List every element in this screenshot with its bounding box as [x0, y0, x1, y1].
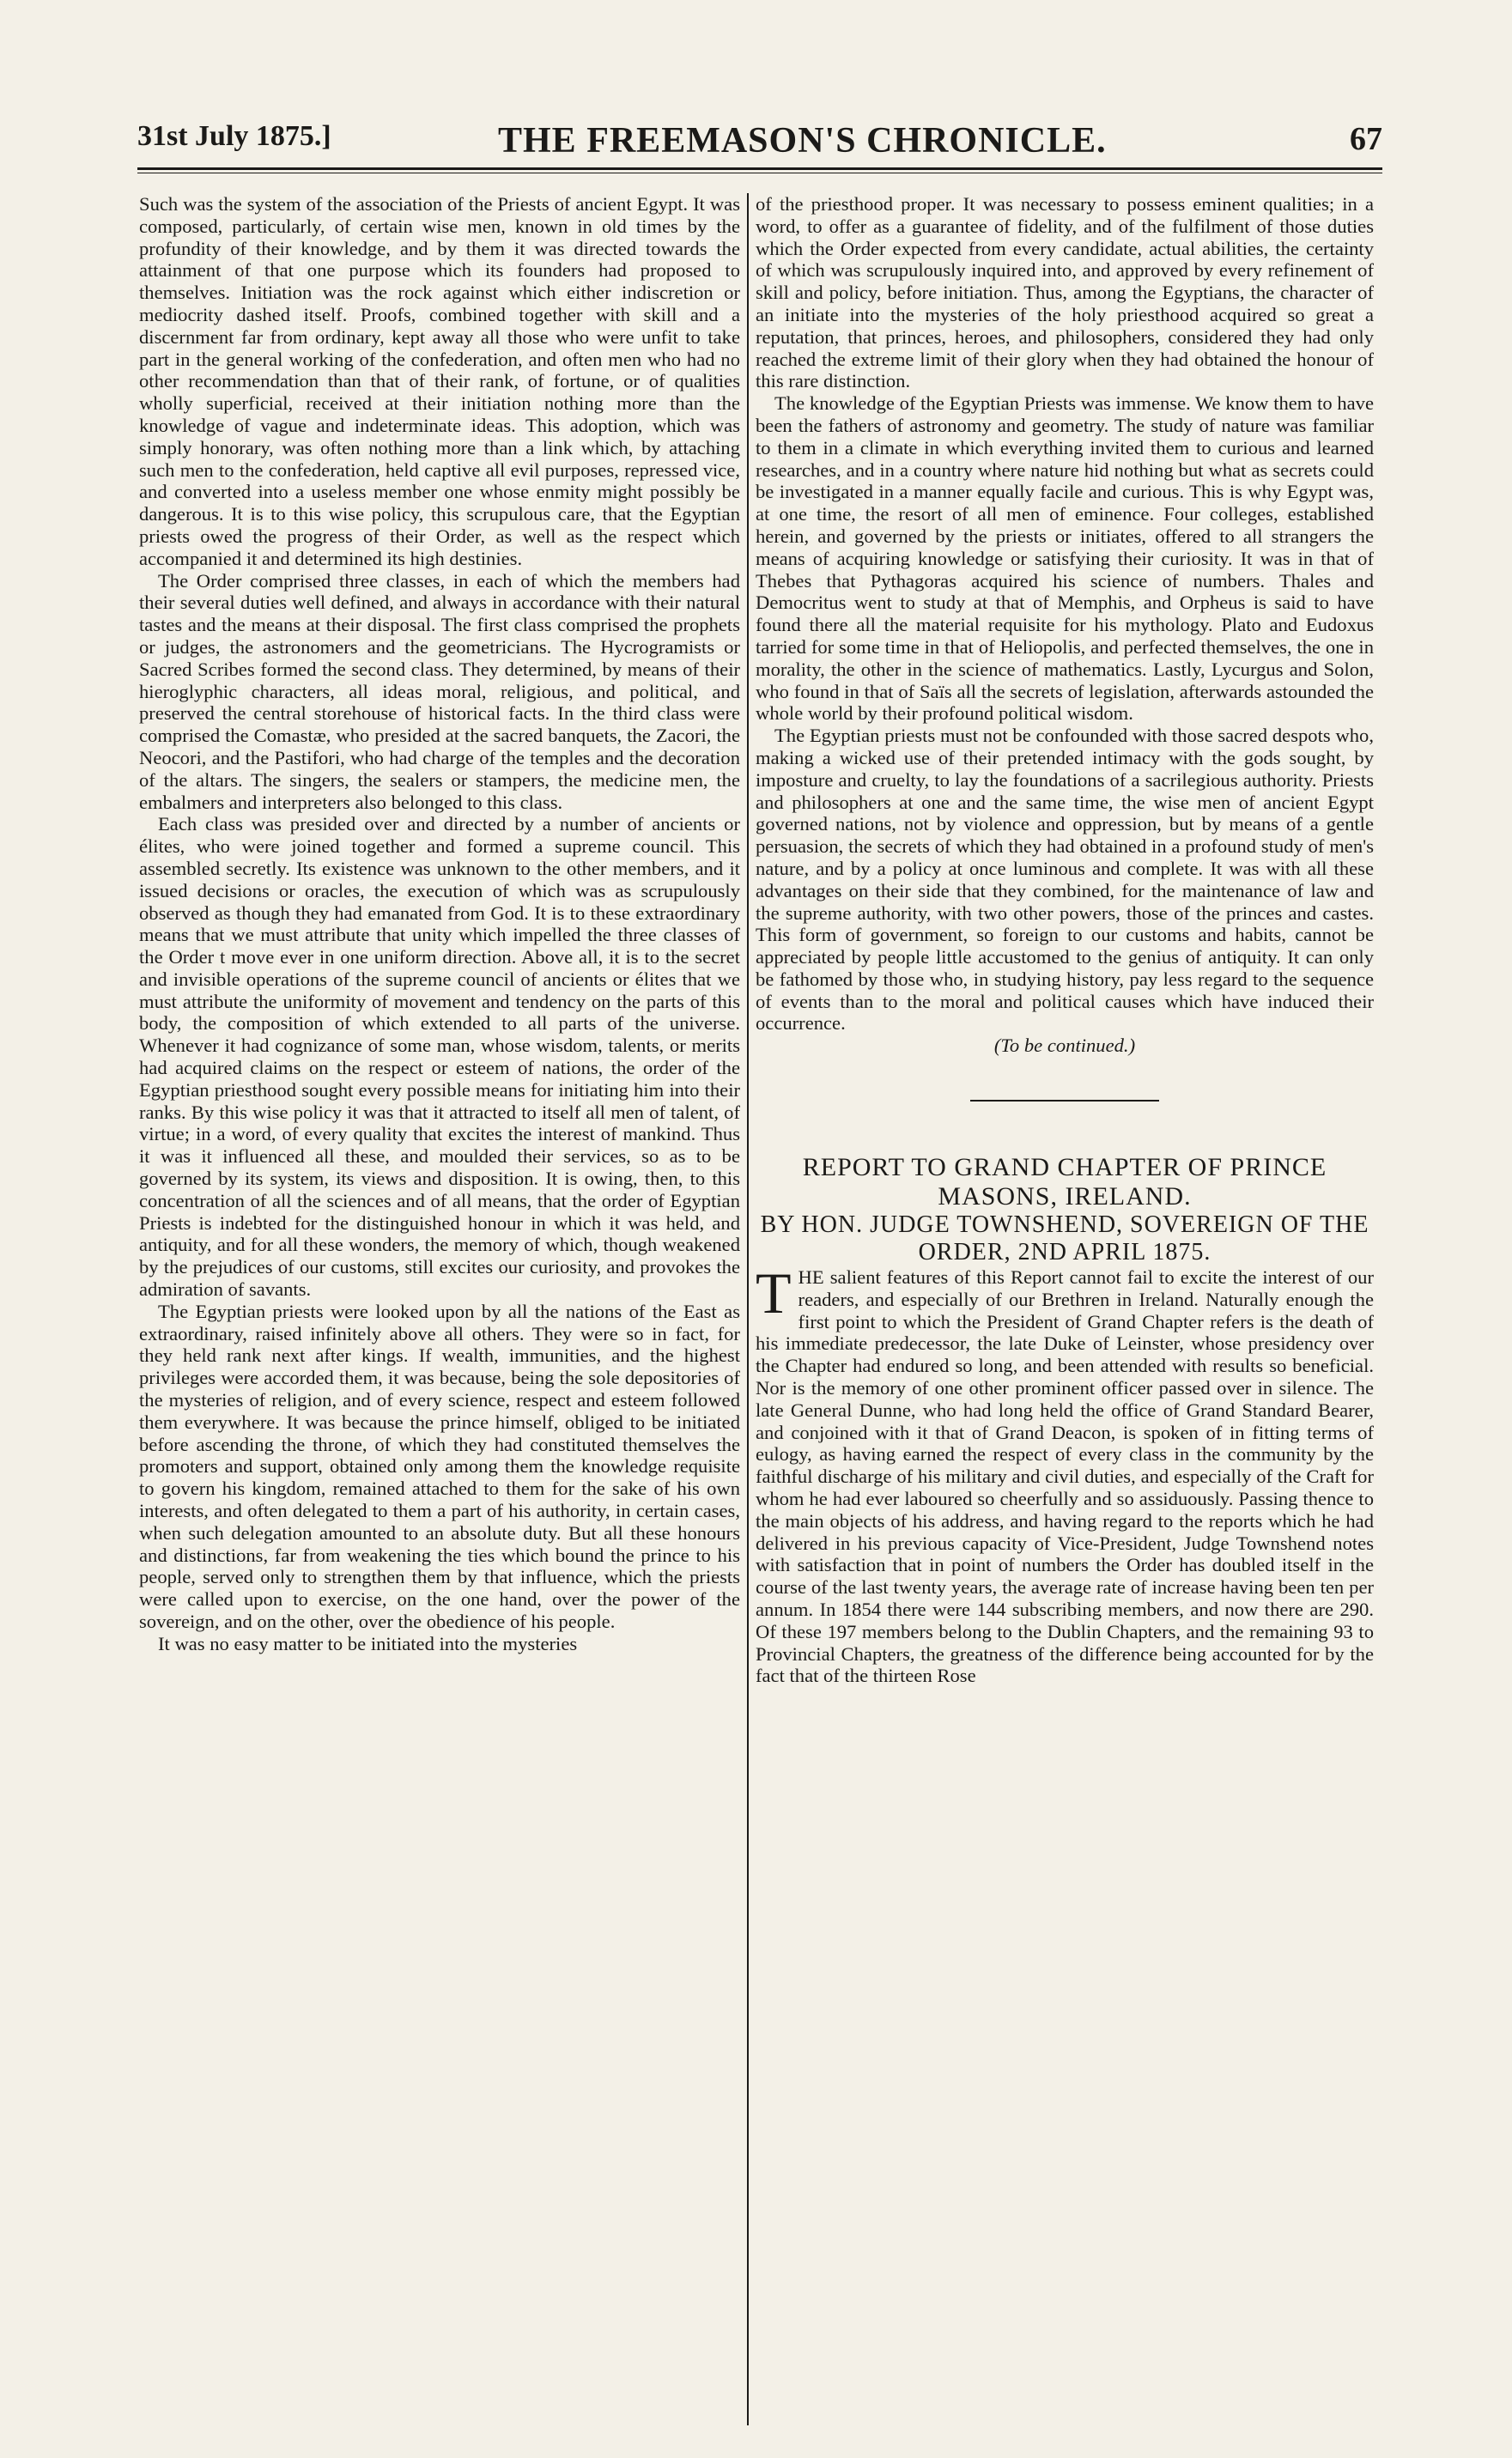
paragraph: Each class was presided over and directed by a number of ancients or élites, who were joined together and formed a supreme council. This assembled secretly. Its existence was unknown to the other members, and it issued decisions or oracles, the execution of which was as scrupulously observed as though they had emanated from God. It is to these extraordinary means that we must attribute that unity which impelled the three classes of the Order t move ever in one uniform direction. Above all, it is to the secret and invisible operations of the supreme council of ancients or élites that we must attribute the uniformity of movement and tendency on the parts of this body, the composition of which extended to all parts of the universe. Whenever it had cognizance of some man, whose wisdom, talents, or merits had acquired claims on the respect or esteem of nations, the order of the Egyptian priesthood sought every possible means for initiating him into their ranks. By this wise policy it was that it attracted to itself all men of talent, of virtue; in a word, of every quality that excites the interest of mankind. Thus it was it influenced all these, and moulded their services, so as to be governed by its system, its views and disposition. It is owing, then, to this concentration of all the sciences and of all means, that the order of Egyptian Priests is indebted for the distinguished honour in which it was held, and antiquity, and for all these wonders, the memory of which, though weakened by the prejudices of our customs, still excites our curiosity, and provokes the admiration of savants.	[139, 813, 740, 1301]
publication-title: THE FREEMASON'S CHRONICLE.	[498, 121, 1107, 161]
article-subheading: BY HON. JUDGE TOWNSHEND, SOVEREIGN OF THE ORDER, 2ND APRIL 1875.	[760, 1211, 1369, 1266]
page-number: 67	[1350, 121, 1382, 157]
issue-date: 31st July 1875.]	[137, 120, 331, 152]
paragraph: Such was the system of the association of the Priests of ancient Egypt. It was composed, particularly, of certain wise men, known in old times by the profundity of their knowledge, and by them it was directed towards the attainment of that one purpose which its founders had proposed to themselves. Initiation was the rock against which either indiscretion or mediocrity dashed itself. Proofs, combined together with skill and a discernment far from ordinary, kept away all those who were unfit to take part in the general working of the confederation, and often men who had no other recommendation than that of their rank, of fortune, or of qualities wholly superficial, received at their initiation nothing more than the knowledge of vague and indeterminate ideas. This adoption, which was simply honorary, was often nothing more than a link which, by attaching such men to the confederation, held captive all evil purposes, repressed vice, and converted into a useless member one whose enmity might possibly be dangerous. It is to this wise policy, this scrupulous care, that the Egyptian priests owed the progress of their Order, as well as the respect which accompanied it and determined its high destinies.	[139, 193, 740, 569]
column-divider	[747, 193, 749, 2425]
article-body	[756, 1260, 1374, 1687]
section-rule	[970, 1100, 1159, 1102]
paragraph: It was no easy matter to be initiated into the mysteries	[158, 1632, 578, 1654]
to-be-continued: (To be continued.)	[993, 1035, 1136, 1057]
paragraph: The knowledge of the Egyptian Priests was immense. We know them to have been the fathers of astronomy and geometry. The study of nature was familiar to them in a climate in which everything invited them to curious and learned researches, and in a country where nature hid nothing but what as secrets could be investigated in a manner equally facile and curious. This is why Egypt was, at one time, the resort of all men of eminence. Four colleges, established herein, and governed by the priests or initiates, offered to all strangers the means of acquiring knowledge or satisfying their curiosity. It was in that of Thebes that Pythagoras acquired his science of numbers. Thales and Democritus went to study at that of Memphis, and Orpheus is said to have found there all the material requisite for his mythology. Plato and Eudoxus tarried for some time in that of Heliopolis, and perfected themselves, the one in morality, the other in the science of mathematics. Lastly, Lycurgus and Solon, who found in that of Saïs all the secrets of legislation, afterwards astounded the whole world by their profound political wisdom.	[756, 392, 1374, 725]
right-column	[756, 193, 1374, 2434]
left-column	[139, 193, 740, 2434]
article-body-text: HE salient features of this Report cannot fail to excite the interest of our readers, and especially of our Brethren in Ireland. Naturally enough the first point to which the President of Grand Chapter refers is the death of his immediate predecessor, the late Duke of Leinster, whose presidency over the Chapter had endured so long, and been attended with results so beneficial. Nor is the memory of one other prominent officer passed over in silence. The late General Dunne, who had long held the office of Grand Standard Bearer, and conjoined with it that of Grand Deacon, is spoken of in fitting terms of eulogy, as having earned the respect of every class in the community by the faithful discharge of his military and civil duties, and especially of the Craft for whom he had ever laboured so cheerfully and so assiduously. Passing thence to the main objects of his address, and having regard to the reports which he had delivered in his previous capacity of Vice-President, Judge Townshend notes with satisfaction that in point of numbers the Order has doubled itself in the course of the last twenty years, the average rate of increase having been ten per annum. In 1854 there were 144 subscribing members, and now there are 290. Of these 197 members belong to the Dublin Chapters, and the remaining 93 to Provincial Chapters, the greatness of the difference being accounted for by the fact that of the thirteen Rose	[756, 1266, 1374, 1687]
paragraph: The Order comprised three classes, in each of which the members had their several duties well defined, and always in accordance with their natural tastes and the means at their disposal. The first class comprised the prophets or judges, the astronomers and the geometricians. The Hycrogramists or Sacred Scribes formed the second class. They determined, by means of their hieroglyphic characters, all ideas moral, religious, and political, and preserved the central storehouse of historical facts. In the third class were comprised the Comastæ, who presided at the sacred banquets, the Zacori, the Neocori, and the Pastifori, who had charge of the temples and the decoration of the altars. The singers, the sealers or stampers, the medicine men, the embalmers and interpreters also belonged to this class.	[139, 569, 740, 813]
header-rule	[137, 167, 1382, 170]
paragraph: The Egyptian priests must not be confounded with those sacred despots who, making a wicked use of their pretended intimacy with the gods sought, by imposture and cruelty, to lay the foundations of a sacrilegious authority. Priests and philosophers at one and the same time, the wise men of ancient Egypt governed nations, not by violence and oppression, but by means of a gentle persuasion, the secrets of which they had obtained in a profound study of men's nature, and by a policy at once luminous and complete. It was with all these advantages on their side that they combined, for the maintenance of law and the supreme authority, with two other powers, those of the princes and castes. This form of government, so foreign to our customs and habits, cannot be appreciated by people little accustomed to the genius of antiquity. It can only be fathomed by those who, in studying history, pay less regard to the sequence of events than to the moral and political causes which have induced their occurrence.	[756, 725, 1374, 1035]
paragraph: of the priesthood proper. It was necessary to possess eminent qualities; in a word, to offer as a guarantee of fidelity, and of the fulfilment of those duties which the Order expected from every candidate, actual abilities, the certainty of which was scrupulously inquired into, and approved by every refinement of skill and policy, before initiation. Thus, among the Egyptians, the character of an initiate into the mysteries of the holy priesthood acquired so great a reputation, that princes, heroes, and philosophers, considered they had only reached the extreme limit of their glory when they had obtained the honour of this rare distinction.	[756, 193, 1374, 392]
masthead	[137, 120, 1382, 172]
article-heading: REPORT TO GRAND CHAPTER OF PRINCE MASONS, IRELAND.	[802, 1153, 1327, 1211]
drop-cap: T	[756, 1260, 792, 1326]
paragraph: The Egyptian priests were looked upon by all the nations of the East as extraordinary, raised infinitely above all others. They were so in fact, for they held rank next after kings. If wealth, immunities, and the highest privileges were accorded them, it was because, being the sole depositories of the mysteries of religion, and of every science, respect and esteem followed them everywhere. It was because the prince himself, obliged to be initiated before ascending the throne, of which they had constituted themselves the promoters and support, obtained only among them the knowledge requisite to govern his kingdom, remained attached to them for the sake of his own interests, and often delegated to them a part of his authority, in certain cases, when such delegation amounted to an absolute duty. But all these honours and distinctions, far from weakening the ties which bound the prince to his people, served only to strengthen them by that influence, which the priests were called upon to exercise, on the one hand, over the power of the sovereign, and on the other, over the obedience of his people.	[139, 1300, 740, 1632]
